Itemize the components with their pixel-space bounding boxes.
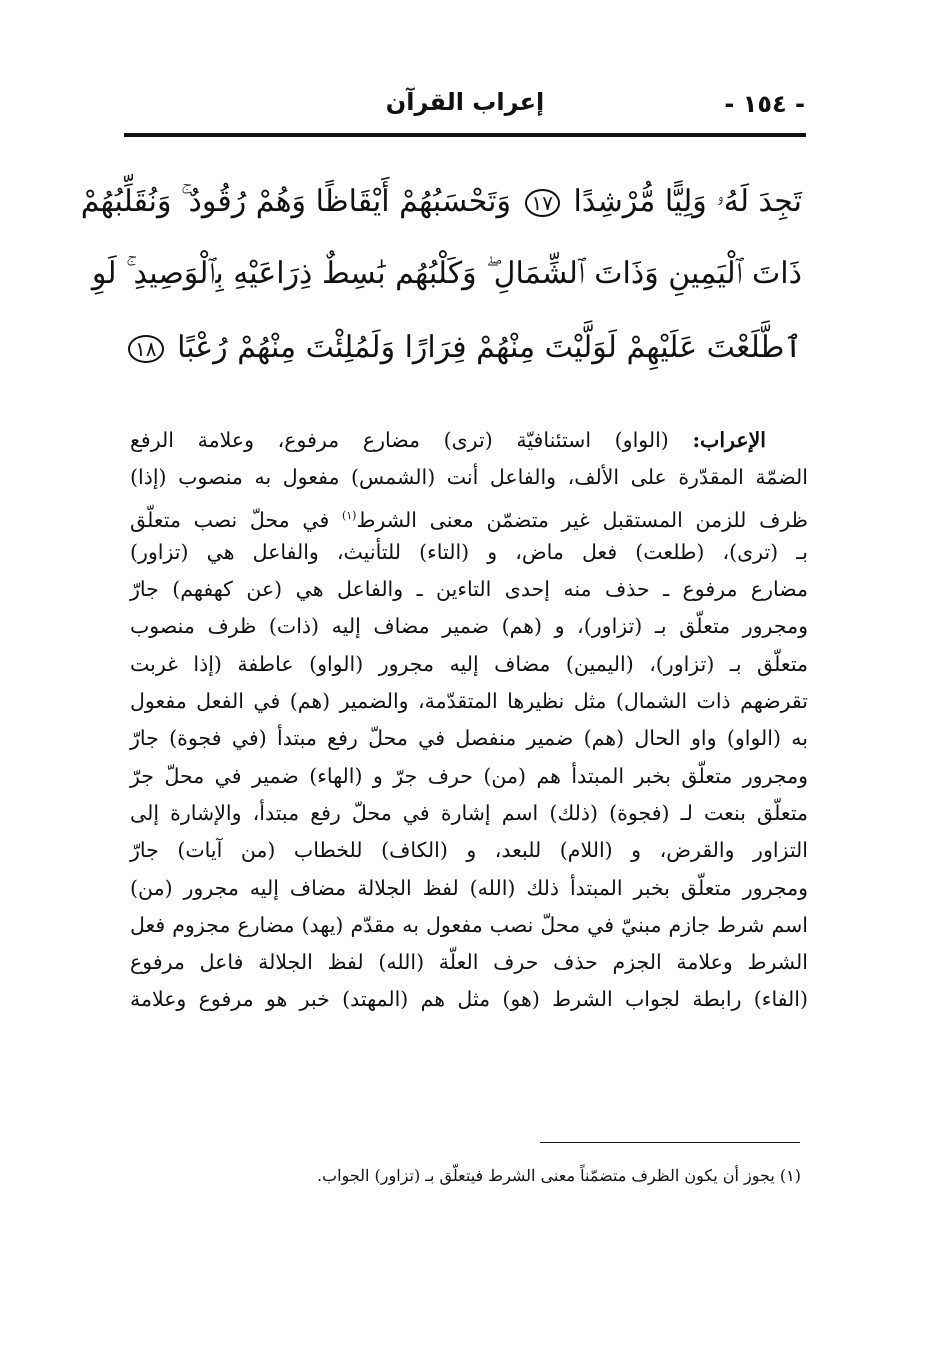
verse-text: وَتَحْسَبُهُمْ أَيْقَاظًا وَهُمْ رُقُودٌ ۚ وَنُقَلِّبُهُمْ xyxy=(80,184,511,219)
ayah-marker: ١٧ xyxy=(525,189,560,217)
body-line: ومجرور متعلّق بـ (تزاور)، و (هم) ضمير مضاف إليه (ذات) ظرف منصوب xyxy=(130,614,808,639)
page-number: - ١٥٤ - xyxy=(724,90,805,118)
body-line: (الفاء) رابطة لجواب الشرط (هو) مثل هم (المهتد) خبر هو مرفوع وعلامة xyxy=(130,987,808,1012)
verse-text: تَجِدَ لَهُۥ وَلِيًّا مُّرْشِدًا xyxy=(573,184,802,219)
body-text: في محلّ نصب متعلّق xyxy=(130,507,330,532)
body-line xyxy=(130,497,808,534)
header-rule xyxy=(124,133,806,137)
page-header xyxy=(125,88,805,128)
body-line: مضارع مرفوع ـ حذف منه إحدى التاءين ـ والفاعل هي (عن كهفهم) جارّ xyxy=(130,577,808,602)
irab-label: الإعراب: xyxy=(692,428,766,452)
footnote: (١) يجوز أن يكون الظرف متضمّناً معنى الشرط فيتعلّق بـ (تزاور) الجواب. xyxy=(316,1166,801,1185)
body-line: التزاور والقرض، و (اللام) للبعد، و (الكاف) للخطاب (من آيات) جارّ xyxy=(130,838,808,863)
irab-body xyxy=(130,422,808,1019)
ayah-marker: ١٨ xyxy=(128,335,163,363)
body-line: الضمّة المقدّرة على الألف، والفاعل أنت (الشمس) مفعول به منصوب (إذا) xyxy=(130,465,808,490)
footnote-rule xyxy=(540,1142,800,1143)
body-line: متعلّق بـ (تزاور)، (اليمين) مضاف إليه مجرور (الواو) عاطفة (إذا غربت xyxy=(130,651,808,676)
body-line: تقرضهم ذات الشمال) مثل نظيرها المتقدّمة، والضمير (هم) في الفعل مفعول xyxy=(130,689,808,714)
body-line xyxy=(130,422,808,459)
verse-line-2: ذَاتَ ٱلْيَمِينِ وَذَاتَ ٱلشِّمَالِ ۖ وَكَلْبُهُم بَٰسِطٌ ذِرَاعَيْهِ بِٱلْوَصِيدِ ۚ لَوِ xyxy=(91,256,802,291)
body-line: به (الواو) واو الحال (هم) ضمير منفصل في محلّ رفع مبتدأ (في فجوة) جارّ xyxy=(130,726,808,751)
body-line: بـ (ترى)، (طلعت) فعل ماض، و (التاء) للتأنيث، والفاعل هي (تزاور) xyxy=(130,539,808,564)
verse-line-3 xyxy=(135,326,802,370)
body-line: اسم شرط جازم مبنيّ في محلّ نصب مفعول به مقدّم (يهد) مضارع مجزوم فعل xyxy=(130,912,808,937)
body-line: ومجرور متعلّق بخبر المبتدأ هم (من) حرف جرّ و (الهاء) ضمير في محلّ جرّ xyxy=(130,763,808,788)
body-line: ومجرور متعلّق بخبر المبتدأ ذلك (الله) لفظ الجلالة مضاف إليه مجرور (من) xyxy=(130,875,808,900)
running-title: إعراب القرآن xyxy=(385,88,545,116)
footnote-ref[interactable]: (١) xyxy=(341,508,357,522)
body-line: الشرط وعلامة الجزم حذف حرف العلّة (الله) لفظ الجلالة فاعل مرفوع xyxy=(130,950,808,975)
verse-text: ٱطَّلَعْتَ عَلَيْهِمْ لَوَلَّيْتَ مِنْهُمْ فِرَارًا وَلَمُلِئْتَ مِنْهُمْ رُعْبًا xyxy=(177,330,802,365)
body-text: (الواو) استئنافيّة (ترى) مضارع مرفوع، وعلامة الرفع xyxy=(130,428,669,452)
body-line: متعلّق بنعت لـ (فجوة) (ذلك) اسم إشارة في محلّ رفع مبتدأ، والإشارة إلى xyxy=(130,800,808,825)
body-text: ظرف للزمن المستقبل غير متضمّن معنى الشرط xyxy=(356,507,808,532)
verse-line-1 xyxy=(80,180,802,224)
